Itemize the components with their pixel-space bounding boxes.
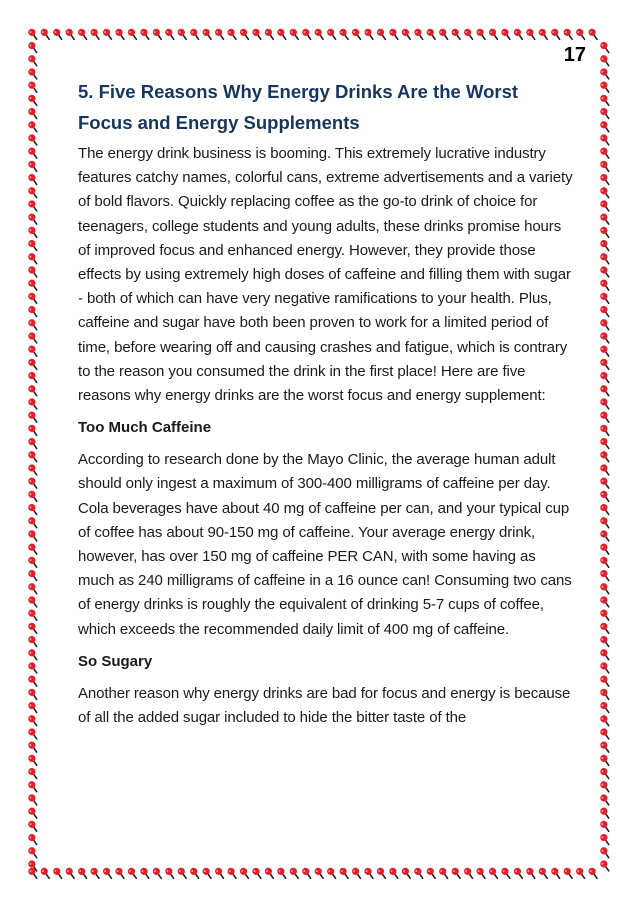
lollipop-icon [599,476,612,490]
lollipop-icon [27,714,40,728]
lollipop-icon [27,225,40,239]
lollipop-icon [27,753,40,767]
lollipop-icon [463,866,476,880]
lollipop-icon [27,516,40,530]
lollipop-icon [52,27,65,41]
lollipop-icon [599,648,612,662]
lollipop-icon [27,806,40,820]
lollipop-icon [599,199,612,213]
lollipop-icon [599,463,612,477]
lollipop-icon [338,27,351,41]
lollipop-icon [599,608,612,622]
lollipop-icon [463,27,476,41]
lollipop-icon [475,27,488,41]
lollipop-icon [263,866,276,880]
lollipop-icon [27,595,40,609]
sugar-paragraph: Another reason why energy drinks are bad for focus and energy is because of all the added sugar included to hide the bitter taste of the [78,684,571,727]
lollipop-icon [77,27,90,41]
lollipop-icon [27,450,40,464]
lollipop-icon [27,780,40,794]
lollipop-icon [27,305,40,319]
lollipop-icon [226,866,239,880]
lollipop-icon [599,265,612,279]
lollipop-icon [27,661,40,675]
lollipop-icon [599,305,612,319]
lollipop-icon [599,159,612,173]
lollipop-icon [599,146,612,160]
lollipop-icon [27,159,40,173]
lollipop-icon [599,331,612,345]
lollipop-icon [599,806,612,820]
lollipop-icon [39,866,52,880]
lollipop-icon [301,27,314,41]
lollipop-icon [114,27,127,41]
lollipop-icon [599,410,612,424]
lollipop-icon [27,727,40,741]
lollipop-icon [550,27,563,41]
lollipop-icon [326,866,339,880]
lollipop-icon [599,437,612,451]
subheading-too-much-caffeine: Too Much Caffeine [78,419,212,437]
lollipop-icon [599,582,612,596]
lollipop-icon [500,27,513,41]
lollipop-icon [599,793,612,807]
lollipop-icon [126,866,139,880]
lollipop-icon [599,212,612,226]
lollipop-icon [27,146,40,160]
lollipop-icon [599,450,612,464]
lollipop-icon [599,397,612,411]
lollipop-icon [276,27,289,41]
lollipop-icon [500,866,513,880]
lollipop-icon [562,27,575,41]
lollipop-icon [27,674,40,688]
lollipop-icon [251,27,264,41]
lollipop-icon [599,107,612,121]
lollipop-icon [525,27,538,41]
lollipop-icon [64,27,77,41]
lollipop-icon [102,866,115,880]
lollipop-icon [326,27,339,41]
lollipop-icon [27,371,40,385]
lollipop-icon [351,27,364,41]
lollipop-icon [438,27,451,41]
lollipop-icon [599,714,612,728]
lollipop-icon [27,186,40,200]
lollipop-icon [238,866,251,880]
lollipop-icon [599,859,612,873]
lollipop-icon [413,866,426,880]
lollipop-icon [599,529,612,543]
lollipop-icon [164,866,177,880]
lollipop-icon [27,291,40,305]
lollipop-icon [599,239,612,253]
lollipop-icon [201,866,214,880]
lollipop-icon [400,27,413,41]
lollipop-icon [139,27,152,41]
lollipop-icon [27,318,40,332]
lollipop-icon [27,173,40,187]
lollipop-icon [27,384,40,398]
lollipop-icon [77,866,90,880]
lollipop-icon [375,27,388,41]
lollipop-icon [27,866,40,880]
lollipop-icon [151,866,164,880]
lollipop-icon [525,866,538,880]
lollipop-icon [126,27,139,41]
lollipop-icon [176,27,189,41]
lollipop-icon [27,648,40,662]
lollipop-icon [27,278,40,292]
lollipop-icon [27,212,40,226]
lollipop-icon [27,503,40,517]
lollipop-icon [27,701,40,715]
lollipop-icon [599,621,612,635]
lollipop-icon [27,489,40,503]
lollipop-icon [27,608,40,622]
lollipop-icon [27,80,40,94]
lollipop-icon [27,555,40,569]
lollipop-icon [599,846,612,860]
lollipop-icon [599,542,612,556]
lollipop-icon [599,67,612,81]
lollipop-icon [575,866,588,880]
lollipop-icon [313,27,326,41]
lollipop-icon [89,27,102,41]
lollipop-icon [599,93,612,107]
lollipop-icon [27,107,40,121]
lollipop-icon [313,866,326,880]
lollipop-icon [27,199,40,213]
lollipop-icon [487,866,500,880]
lollipop-icon [27,54,40,68]
lollipop-icon [599,727,612,741]
lollipop-icon [176,866,189,880]
lollipop-icon [599,278,612,292]
lollipop-icon [388,866,401,880]
lollipop-icon [562,866,575,880]
lollipop-icon [27,846,40,860]
lollipop-icon [599,595,612,609]
lollipop-icon [114,866,127,880]
lollipop-icon [27,740,40,754]
lollipop-icon [599,80,612,94]
lollipop-icon [27,635,40,649]
lollipop-icon [27,265,40,279]
lollipop-icon [599,173,612,187]
lollipop-icon [599,252,612,266]
lollipop-icon [599,133,612,147]
lollipop-icon [301,866,314,880]
lollipop-icon [27,133,40,147]
lollipop-icon [27,397,40,411]
lollipop-icon [27,423,40,437]
lollipop-icon [475,866,488,880]
lollipop-icon [599,344,612,358]
caffeine-paragraph: According to research done by the Mayo Clinic, the average human adult should only ingest a maximum of 300-400 milligrams of caffeine per day. Cola beverages have about 40 mg of caffeine per can, and your typical cup of coffee has about 90-150 mg of caffeine. Your average energy drink, however, has over 150 mg of caffeine PER CAN, with some having as much as 240 milligrams of caffeine in a 16 ounce can! Consuming two cans of energy drinks is roughly the equivalent of drinking 5-7 cups of coffee, which exceeds the recommended daily limit of 400 mg of caffeine. [78,451,572,638]
lollipop-icon [599,674,612,688]
lollipop-icon [164,27,177,41]
lollipop-icon [599,120,612,134]
lollipop-icon [288,866,301,880]
lollipop-icon [599,516,612,530]
section-heading: 5. Five Reasons Why Energy Drinks Are the Worst Focus and Energy Supplements [78,81,519,133]
lollipop-icon [27,331,40,345]
lollipop-icon [599,54,612,68]
lollipop-icon [599,687,612,701]
lollipop-icon [27,767,40,781]
lollipop-icon [388,27,401,41]
lollipop-icon [27,476,40,490]
lollipop-icon [27,463,40,477]
lollipop-icon [39,27,52,41]
lollipop-icon [201,27,214,41]
lollipop-icon [599,833,612,847]
lollipop-icon [599,384,612,398]
lollipop-icon [27,27,40,41]
lollipop-icon [151,27,164,41]
lollipop-icon [27,252,40,266]
lollipop-icon [214,866,227,880]
lollipop-icon [139,866,152,880]
lollipop-icon [512,866,525,880]
lollipop-icon [599,357,612,371]
lollipop-icon [52,866,65,880]
lollipop-icon [599,371,612,385]
lollipop-icon [288,27,301,41]
lollipop-icon [599,225,612,239]
lollipop-icon [27,819,40,833]
lollipop-icon [413,27,426,41]
lollipop-icon [537,866,550,880]
lollipop-icon [587,27,600,41]
lollipop-icon [276,866,289,880]
lollipop-icon [363,27,376,41]
lollipop-icon [27,569,40,583]
lollipop-icon [599,555,612,569]
lollipop-icon [375,866,388,880]
lollipop-icon [512,27,525,41]
lollipop-icon [251,866,264,880]
lollipop-icon [189,27,202,41]
lollipop-icon [599,41,612,55]
lollipop-icon [27,41,40,55]
lollipop-icon [550,866,563,880]
lollipop-icon [599,186,612,200]
lollipop-icon [438,866,451,880]
lollipop-icon [599,661,612,675]
lollipop-icon [27,582,40,596]
lollipop-icon [27,410,40,424]
lollipop-icon [599,635,612,649]
lollipop-icon [587,866,600,880]
lollipop-icon [263,27,276,41]
lollipop-icon [599,291,612,305]
lollipop-icon [599,318,612,332]
lollipop-icon [27,833,40,847]
lollipop-icon [27,357,40,371]
lollipop-icon [599,753,612,767]
lollipop-icon [27,529,40,543]
lollipop-icon [450,27,463,41]
lollipop-icon [27,542,40,556]
lollipop-icon [27,621,40,635]
subheading-so-sugary: So Sugary [78,652,153,670]
lollipop-icon [27,344,40,358]
lollipop-icon [599,740,612,754]
lollipop-icon [27,67,40,81]
lollipop-icon [599,819,612,833]
page-content [78,76,574,738]
lollipop-icon [487,27,500,41]
page-number: 17 [563,44,586,66]
lollipop-icon [599,569,612,583]
lollipop-icon [27,239,40,253]
lollipop-icon [363,866,376,880]
lollipop-icon [351,866,364,880]
lollipop-icon [537,27,550,41]
lollipop-icon [599,767,612,781]
intro-paragraph: The energy drink business is booming. This extremely lucrative industry features catchy names, colorful cans, extreme advertisements and a variety of bold flavors. Quickly replacing coffee as the go-to drink of choice for teenagers, college students and young adults, these drinks promise hours of improved focus and enhanced energy. However, they provide those effects by using extremely high doses of caffeine and filling them with sugar - both of which can have very negative ramifications to your health. Plus, caffeine and sugar have both been proven to work for a limited period of time, before wearing off and causing crashes and fatigue, which is contrary to the reason you consumed the drink in the first place! Here are five reasons why energy drinks are the worst focus and energy supplement: [78,145,573,405]
lollipop-icon [27,687,40,701]
lollipop-icon [27,120,40,134]
lollipop-icon [425,27,438,41]
lollipop-icon [27,437,40,451]
lollipop-icon [238,27,251,41]
lollipop-icon [575,27,588,41]
lollipop-icon [599,423,612,437]
lollipop-icon [64,866,77,880]
lollipop-icon [189,866,202,880]
lollipop-icon [450,866,463,880]
lollipop-icon [89,866,102,880]
lollipop-icon [425,866,438,880]
lollipop-icon [226,27,239,41]
lollipop-icon [27,793,40,807]
lollipop-icon [599,780,612,794]
lollipop-icon [27,93,40,107]
lollipop-icon [599,701,612,715]
lollipop-icon [102,27,115,41]
lollipop-icon [338,866,351,880]
lollipop-icon [214,27,227,41]
lollipop-icon [599,489,612,503]
lollipop-icon [599,503,612,517]
lollipop-icon [400,866,413,880]
